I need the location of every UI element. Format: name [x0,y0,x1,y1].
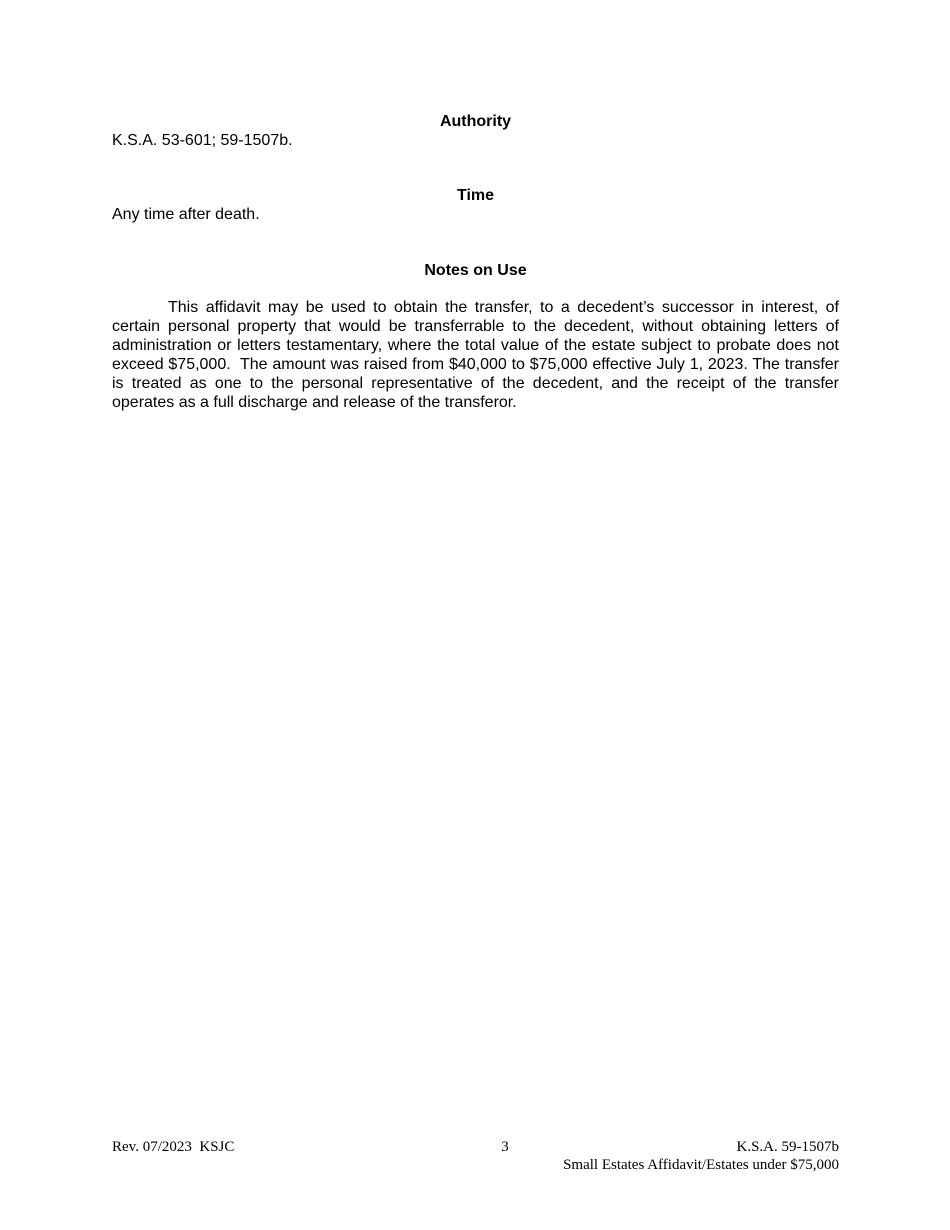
footer-form-title: Small Estates Affidavit/Estates under $75,000 [563,1157,839,1173]
authority-text: K.S.A. 53-601; 59-1507b. [112,132,293,149]
footer-statute: K.S.A. 59-1507b [736,1139,839,1155]
notes-on-use-heading: Notes on Use [424,262,527,279]
footer-revision: Rev. 07/2023 KSJC [112,1139,235,1155]
footer-page-number: 3 [501,1139,509,1155]
time-heading: Time [456,187,495,204]
authority-heading: Authority [439,113,512,130]
time-text: Any time after death. [112,206,260,223]
notes-on-use-paragraph: This affidavit may be used to obtain the transfer, to a decedent’s successor in interest, of certain personal property that would be transferrable to the decedent, without obtaining letters of administration or letters testamentary, where the total value of the estate subject to probate does not exceed $75,000. The amount was raised from $40,000 to $75,000 effective July 1, 2023. The transfer is treated as one to the personal representative of the decedent, and the receipt of the transfer operates as a full discharge and release of the transferor. [112,299,844,411]
footer-statute-block [563,1138,839,1174]
